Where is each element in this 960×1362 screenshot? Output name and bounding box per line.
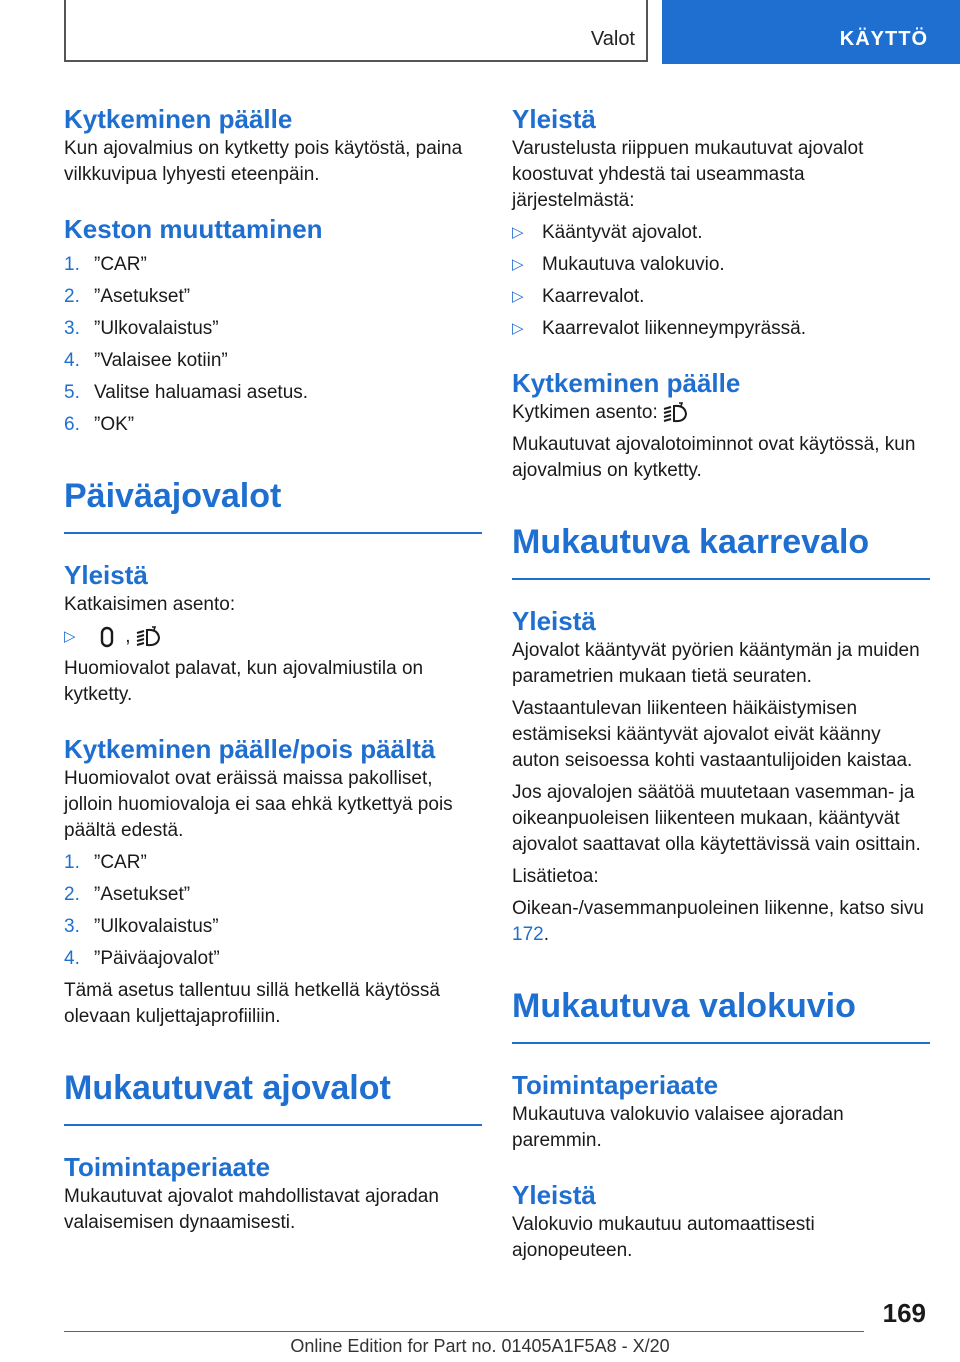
paragraph: Jos ajovalojen säätöä muutetaan vasemman- ja oikeanpuoleisen liikenteen mukaan, kääntyvät ajovalot saattavat olla käytettävissä vain osittain. [512,782,921,855]
triangle-bullet-icon: ▷ [512,256,524,273]
separator-text: , [125,626,131,647]
page-link[interactable]: 172 [512,924,544,945]
triangle-bullet-icon: ▷ [512,320,524,337]
chapter-heading: Mukautuva kaarrevalo [512,520,930,580]
switch-position-label: Kytkimen asento: [512,402,658,423]
step-number: 1. [64,852,80,873]
paragraph [512,896,930,948]
automatic-headlight-icon [663,402,689,424]
step-number: 3. [64,916,80,937]
steps-list [64,850,482,972]
steps-list [64,252,482,438]
section-title: Toimintaperiaate [64,1152,271,1182]
step-text: ”Ulkovalaistus” [94,916,219,937]
step-number: 2. [64,286,80,307]
paragraph: Vastaantulevan liikenteen häikäistymisen estämiseksi kääntyvät ajovalot eivät käänny auton seisoessa kohti vastaantulijoiden kaistaa. [512,698,913,771]
section-title: Toimintaperiaate [512,1070,719,1100]
list-item [64,914,482,940]
paragraph: Mukautuvat ajovalotoiminnot ovat käytössä, kun ajovalmius on kytketty. [512,434,916,481]
list-item [64,882,482,908]
footer-edition-text: Online Edition for Part no. 01405A1F5A8 - X/20 [290,1336,670,1356]
step-number: 5. [64,382,80,403]
step-number: 4. [64,350,80,371]
step-text: Valitse haluamasi asetus. [94,382,309,403]
paragraph: Mukautuva valokuvio valaisee ajoradan paremmin. [512,1104,844,1151]
step-text: ”Päiväajovalot” [94,948,220,969]
header-section-title: Valot [590,28,635,50]
switch-position-list [64,624,482,650]
step-text: ”CAR” [94,254,147,275]
section-title: Yleistä [64,560,148,590]
paragraph: Katkaisimen asento: [64,594,236,615]
page-number: 169 [882,1298,926,1328]
list-item [512,220,930,246]
section-title: Yleistä [512,1180,596,1210]
triangle-bullet-icon: ▷ [512,224,524,241]
paragraph: Ajovalot kääntyvät pyörien kääntymän ja muiden parametrien mukaan tietä seuraten. [512,640,920,687]
section-title: Yleistä [512,104,596,134]
section-title: Kytkeminen päälle/pois päältä [64,734,436,764]
step-number: 1. [64,254,80,275]
off-position-icon [94,626,120,648]
punctuation: . [543,924,549,945]
section-title: Kytkeminen päälle [512,368,741,398]
section-title: Keston muuttaminen [64,214,323,244]
chapter-heading: Mukautuva valokuvio [512,984,930,1044]
cross-reference-text: Oikean-/vasemmanpuoleinen liikenne, katso sivu [512,898,924,919]
list-item [64,850,482,876]
list-item [512,316,930,342]
step-text: ”OK” [94,414,135,435]
paragraph: Tämä asetus tallentuu sillä hetkellä käytössä olevaan kuljettajaprofiiliin. [64,980,440,1027]
step-number: 3. [64,318,80,339]
paragraph: Valokuvio mukautuu automaattisesti ajonopeuteen. [512,1214,815,1261]
step-text: ”Asetukset” [94,286,191,307]
paragraph: Huomiovalot palavat, kun ajovalmiustila on kytketty. [64,658,424,705]
header-frame [64,0,648,62]
step-number: 2. [64,884,80,905]
list-item [64,946,482,972]
list-item [64,252,482,278]
paragraph [512,400,930,426]
paragraph: Kun ajovalmius on kytketty pois käytöstä, paina vilkkuvipua lyhyesti eteenpäin. [64,138,463,185]
list-item [64,412,482,438]
right-column [512,102,930,1264]
systems-list [512,220,930,342]
step-text: ”Valaisee kotiin” [94,350,228,371]
list-item [64,284,482,310]
step-number: 4. [64,948,80,969]
list-item-text: Mukautuva valokuvio. [542,254,725,275]
list-item [512,284,930,310]
daytime-running-lights-icon [136,626,162,648]
header-chapter-tab [662,0,960,64]
triangle-bullet-icon: ▷ [512,288,524,305]
chapter-heading: Mukautuvat ajovalot [64,1066,482,1126]
list-item [64,624,482,650]
section-title: Kytkeminen päälle [64,104,293,134]
list-item [64,348,482,374]
paragraph: Mukautuvat ajovalot mahdollistavat ajoradan valaisemisen dynaamisesti. [64,1186,439,1233]
paragraph: Lisätietoa: [512,866,599,887]
list-item [512,252,930,278]
footer-rule [64,1331,864,1332]
list-item-text: Kaarrevalot liikenneympyrässä. [542,318,807,339]
step-text: ”Ulkovalaistus” [94,318,219,339]
step-number: 6. [64,414,80,435]
paragraph: Huomiovalot ovat eräissä maissa pakolliset, jolloin huomiovaloja ei saa ehkä kytkettyä pois päältä edestä. [64,768,453,841]
list-item-text: Kaarrevalot. [542,286,645,307]
left-column [64,102,482,1236]
triangle-bullet-icon: ▷ [64,628,76,645]
list-item [64,380,482,406]
list-item [64,316,482,342]
step-text: ”CAR” [94,852,147,873]
chapter-label: KÄYTTÖ [839,28,928,50]
paragraph: Varustelusta riippuen mukautuvat ajovalot koostuvat yhdestä tai useammasta järjestelmästä: [512,138,864,211]
list-item-text: Kääntyvät ajovalot. [542,222,703,243]
step-text: ”Asetukset” [94,884,191,905]
section-title: Yleistä [512,606,596,636]
chapter-heading: Päiväajovalot [64,474,482,534]
